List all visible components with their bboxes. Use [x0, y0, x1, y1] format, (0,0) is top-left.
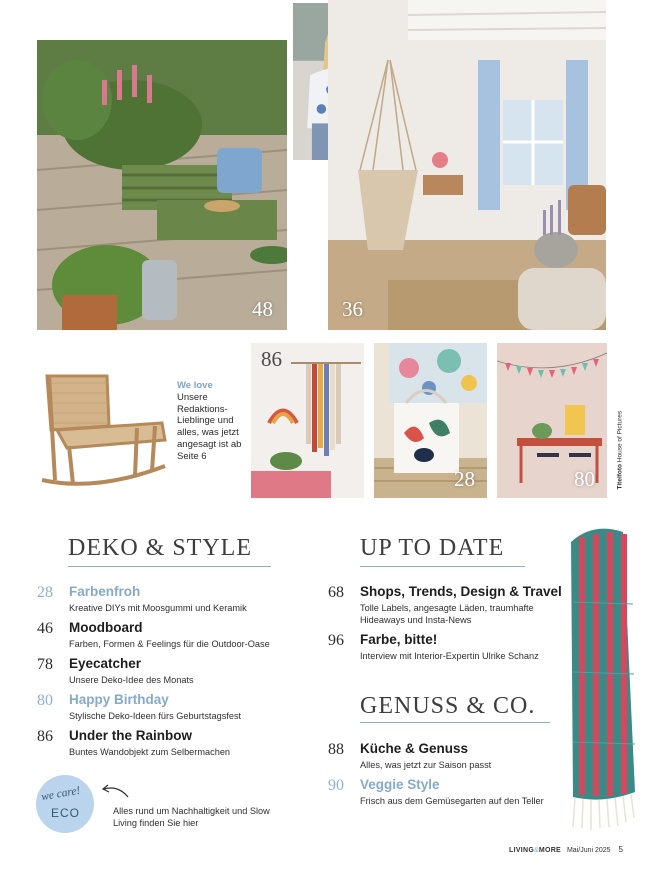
toc-page-number: 78: [37, 656, 53, 673]
toc-description: Frisch aus dem Gemüsegarten auf den Teller: [360, 796, 544, 806]
toc-title: Veggie Style: [360, 777, 440, 792]
toc-description: Tolle Labels, angesagte Läden, traumhafte Hideaways und Insta-News: [360, 603, 534, 625]
hammock-page-number: 36: [342, 297, 363, 321]
section-title-up-to-date: UP TO DATE: [360, 535, 505, 561]
section-underline: [360, 566, 525, 567]
toc-description: Alles, was jetzt zur Saison passt: [360, 760, 492, 770]
toc-title: Moodboard: [69, 620, 143, 635]
eco-badge: [36, 775, 94, 833]
eco-badge-line2: ECO: [51, 806, 81, 820]
tote-bag-page-number: 28: [454, 467, 475, 491]
rocking-chair-photo: [37, 368, 172, 493]
party-page-number: 80: [574, 467, 595, 491]
credit-label: Titelfoto: [616, 463, 624, 490]
toc-title: Eyecatcher: [69, 656, 142, 671]
toc-description: Unsere Deko-Idee des Monats: [69, 675, 194, 685]
section-underline: [360, 722, 550, 723]
footer-brand-left: LIVING: [509, 847, 535, 854]
toc-title: Farbenfroh: [69, 584, 141, 599]
section-title-deko-style: DEKO & STYLE: [68, 535, 252, 561]
toc-page-number: 86: [37, 728, 53, 745]
toc-description: Farben, Formen & Feelings für die Outdoor-Oase: [69, 639, 270, 649]
hammock-room-photo: [328, 0, 606, 330]
toc-page-number: 28: [37, 584, 53, 601]
photo-credit: [614, 412, 625, 492]
wall-hanging-page-number: 86: [261, 347, 282, 371]
footer-issue: Mai/Juni 2025: [566, 847, 611, 854]
footer-brand-right: MORE: [538, 847, 562, 854]
we-love-headline: We love: [177, 380, 213, 391]
party-table-photo: [497, 343, 607, 498]
toc-title: Under the Rainbow: [69, 728, 193, 743]
toc-title: Happy Birthday: [69, 692, 169, 707]
garden-bench-photo: [37, 40, 287, 330]
page-footer: [509, 845, 623, 854]
eco-badge-line1: we care!: [40, 784, 82, 804]
striped-blanket-photo: [563, 522, 640, 832]
toc-description: Kreative DIYs mit Moosgummi und Keramik: [69, 603, 247, 613]
we-love-body: Unsere Redaktions-Lieblinge und alles, was jetzt angesagt ist ab Seite 6: [177, 391, 242, 462]
eco-text: Alles rund um Nachhaltigkeit und Slow Living finden Sie hier: [113, 806, 270, 828]
toc-page-number: 96: [328, 632, 344, 649]
garden-page-number: 48: [252, 297, 273, 321]
wall-hanging-photo: [251, 343, 364, 498]
toc-page-number: 80: [37, 692, 53, 709]
section-underline: [68, 566, 271, 567]
toc-title: Shops, Trends, Design & Travel: [360, 584, 562, 599]
credit-text: House of Pictures: [616, 410, 624, 463]
footer-brand-amp: &: [534, 847, 539, 854]
toc-page-number: 90: [328, 777, 344, 794]
toc-page-number: 88: [328, 741, 344, 758]
toc-title: Küche & Genuss: [360, 741, 469, 756]
curved-arrow-icon: [100, 783, 130, 801]
section-title-genuss: GENUSS & CO.: [360, 693, 536, 719]
footer-page-number: 5: [618, 845, 623, 854]
toc-title: Farbe, bitte!: [360, 632, 438, 647]
toc-description: Buntes Wandobjekt zum Selbermachen: [69, 747, 231, 757]
toc-page-number: 46: [37, 620, 53, 637]
we-love-teaser[interactable]: [177, 380, 247, 463]
toc-description: Interview mit Interior-Expertin Ulrike Schanz: [360, 651, 539, 661]
toc-description: Stylische Deko-Ideen fürs Geburtstagsfest: [69, 711, 242, 721]
toc-page-number: 68: [328, 584, 344, 601]
tote-bag-photo: [374, 343, 487, 498]
